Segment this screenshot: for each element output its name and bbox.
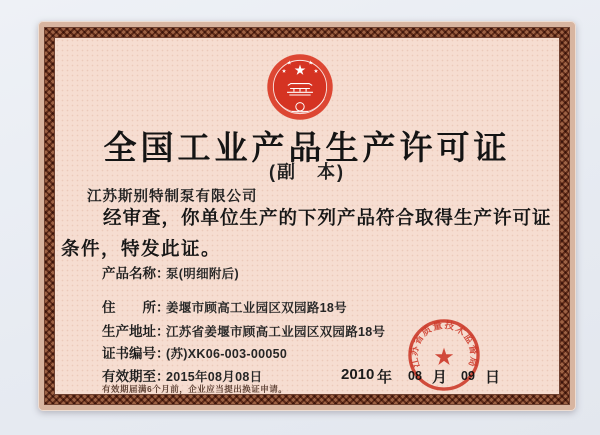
issue-date-month-unit: 月 <box>432 369 448 386</box>
body-text-line-1: 经审查，你单位生产的下列产品符合取得生产许可证 <box>103 207 552 228</box>
production-address-row <box>102 320 385 340</box>
official-seal <box>407 318 481 392</box>
certificate-title: 全国工业产品生产许可证 <box>103 129 511 166</box>
body-text-line-2: 条件，特发此证。 <box>61 238 222 259</box>
company-name: 江苏斯别特制泵有限公司 <box>87 189 258 205</box>
validity-label: 有效期至： <box>102 369 170 384</box>
seal-text: 江苏省质量技术监督局 <box>408 319 480 369</box>
product-name-value: 泵(明细附后) <box>166 267 239 281</box>
svg-text:江苏省质量技术监督局 <box>408 319 480 370</box>
seal-star-icon <box>435 348 453 365</box>
product-name-row <box>102 262 239 282</box>
issue-date-year-unit: 年 <box>377 369 393 386</box>
address-value: 姜堰市顾高工业园区双园路18号 <box>166 301 347 315</box>
guilloche-border-band <box>44 27 570 405</box>
address-label: 住 所： <box>102 300 170 315</box>
validity-note: 有效期届满6个月前，企业应当提出换证申请。 <box>102 384 288 394</box>
production-address-label: 生产地址： <box>102 324 170 339</box>
issue-date-month: 08 <box>408 369 422 383</box>
certificate-subtitle: (副 本) <box>269 162 345 182</box>
certificate <box>38 21 576 411</box>
certificate-number-label: 证书编号： <box>102 346 170 361</box>
product-name-label: 产品名称： <box>102 266 170 281</box>
validity-value: 2015年08月08日 <box>166 370 263 384</box>
issue-date-year: 2010 <box>341 366 375 383</box>
production-address-value: 江苏省姜堰市顾高工业园区双园路18号 <box>166 325 386 339</box>
address-row <box>102 296 347 316</box>
national-emblem-icon <box>260 52 340 122</box>
issue-date-day: 09 <box>461 369 475 383</box>
issue-date-day-unit: 日 <box>485 369 501 386</box>
certificate-number-row <box>102 342 287 362</box>
validity-row <box>102 365 262 385</box>
certificate-number-value: (苏)XK06-003-00050 <box>166 347 288 361</box>
certificate-paper <box>54 37 560 395</box>
